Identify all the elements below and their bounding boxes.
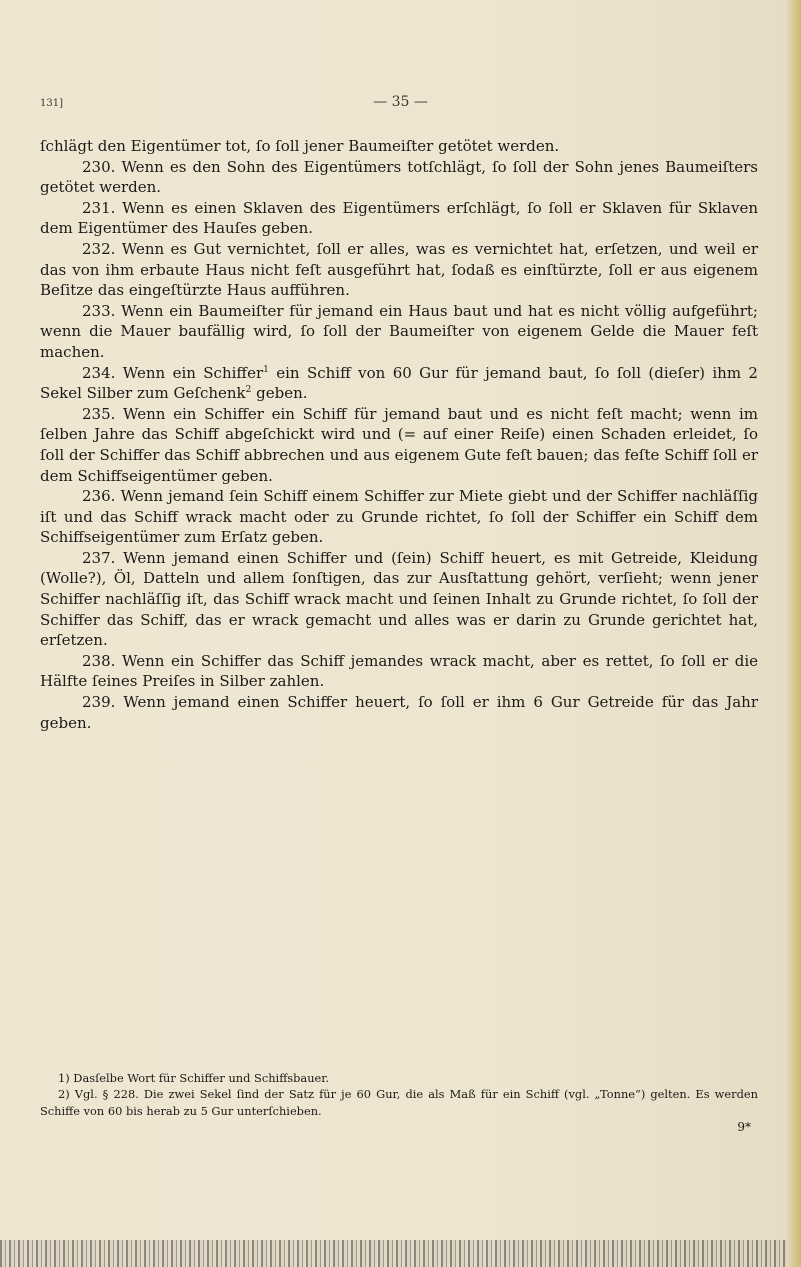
paragraph	[40, 363, 758, 404]
paragraph	[40, 301, 758, 363]
paragraph-text: 238. Wenn ein Schiffer das Schiff jemandes wrack macht, aber es rettet, ſo ſoll er die Hälfte ſeines Preiſes in Silber zahlen.	[40, 651, 758, 691]
paragraph	[40, 486, 758, 548]
binding-edge	[0, 1240, 801, 1267]
paragraph-text: 231. Wenn es einen Sklaven des Eigentümers erſchlägt, ſo ſoll er Sklaven für Sklaven dem Eigentümer des Hauſes geben.	[40, 198, 758, 238]
paragraph	[40, 136, 758, 157]
paragraph	[40, 239, 758, 301]
paragraph-text: 230. Wenn es den Sohn des Eigentümers totſchlägt, ſo ſoll der Sohn jenes Baumeiſters getötet werden.	[40, 157, 758, 197]
footnote-ref: 1	[263, 364, 269, 375]
paragraph	[40, 198, 758, 239]
page-header	[40, 94, 761, 118]
main-text	[40, 136, 758, 733]
paragraph-text: ein Schiff von 60 Gur für jemand baut, ſo ſoll (dieſer) ihm 2 Sekel Silber zum Geſchenk	[40, 363, 758, 403]
paragraph-text: geben.	[251, 384, 308, 403]
paragraph-text: 239. Wenn jemand einen Schiffer heuert, ſo ſoll er ihm 6 Gur Getreide für das Jahr geben.	[40, 693, 758, 732]
footnote-ref: 2	[245, 385, 252, 396]
paragraph	[40, 692, 758, 733]
paragraph	[40, 651, 758, 692]
paragraph-text: 235. Wenn ein Schiffer ein Schiff für jemand baut und es nicht feſt macht; wenn im ſelben Jahre das Schiff abgeſchickt wird und (= auf einer Reiſe) einen Schaden erleidet, ſo ſoll der Schiffer das Schiff abbrechen und aus eigenem Gute feſt bauen; das feſte Schiff ſoll er dem Schiffseigentümer geben.	[40, 404, 758, 485]
paragraph-text: 232. Wenn es Gut vernichtet, ſoll er alles, was es vernichtet hat, erſetzen, und weil er das von ihm erbaute Haus nicht feſt ausgeführt hat, ſodaß es einſtürzte, ſoll er aus eigenem Beſitze das eingeſtürzte Haus aufführen.	[40, 239, 758, 300]
paragraph-text: 237. Wenn jemand einen Schiffer und (ſein) Schiff heuert, es mit Getreide, Kleidung (Wolle?), Öl, Datteln und allem ſonſtigen, das zur Ausſtattung gehört, verſieht; wenn jener Schiffer nachläſſig iſt, das Schiff wrack macht und ſeinen Inhalt zu Grunde richtet, ſo ſoll der Schiffer das Schiff, das er wrack gemacht und alles was er darin zu Grunde gerichtet hat, erſetzen.	[40, 548, 758, 650]
paragraph-text: ſchlägt den Eigentümer tot, ſo ſoll jener Baumeiſter getötet werden.	[40, 137, 560, 155]
paragraph-text: 236. Wenn jemand ſein Schiff einem Schiffer zur Miete giebt und der Schiffer nachläſſig iſt und das Schiff wrack macht oder zu Grunde richtet, ſo ſoll der Schiffer ein Schiff dem Schiffseigentümer zum Erſatz geben.	[40, 487, 758, 547]
footnote: 2) Vgl. § 228. Die zwei Sekel ſind der Satz für je 60 Gur, die als Maß für ein Schiff (vgl. „Tonne“) gelten. Es werden Schiffe von 60 bis herab zu 5 Gur unterſchieben.	[40, 1087, 758, 1118]
signature-mark: 9*	[737, 1120, 751, 1134]
footnote: 1) Dasſelbe Wort für Schiffer und Schiffsbauer.	[58, 1071, 330, 1085]
page-number: — 35 —	[373, 94, 428, 110]
paragraph	[40, 548, 758, 651]
header-section-number: 131]	[40, 98, 63, 109]
paragraph	[40, 157, 758, 198]
paragraph	[40, 404, 758, 486]
paragraph-text: 233. Wenn ein Baumeiſter für jemand ein Haus baut und hat es nicht völlig aufgeführt; wenn die Mauer baufällig wird, ſo ſoll der Baumeiſter von eigenem Gelde die Mauer feſt machen.	[40, 301, 758, 361]
page-edge	[787, 0, 801, 1267]
footnotes	[40, 1070, 758, 1119]
paragraph-text: 234. Wenn ein Schiffer	[82, 363, 264, 382]
